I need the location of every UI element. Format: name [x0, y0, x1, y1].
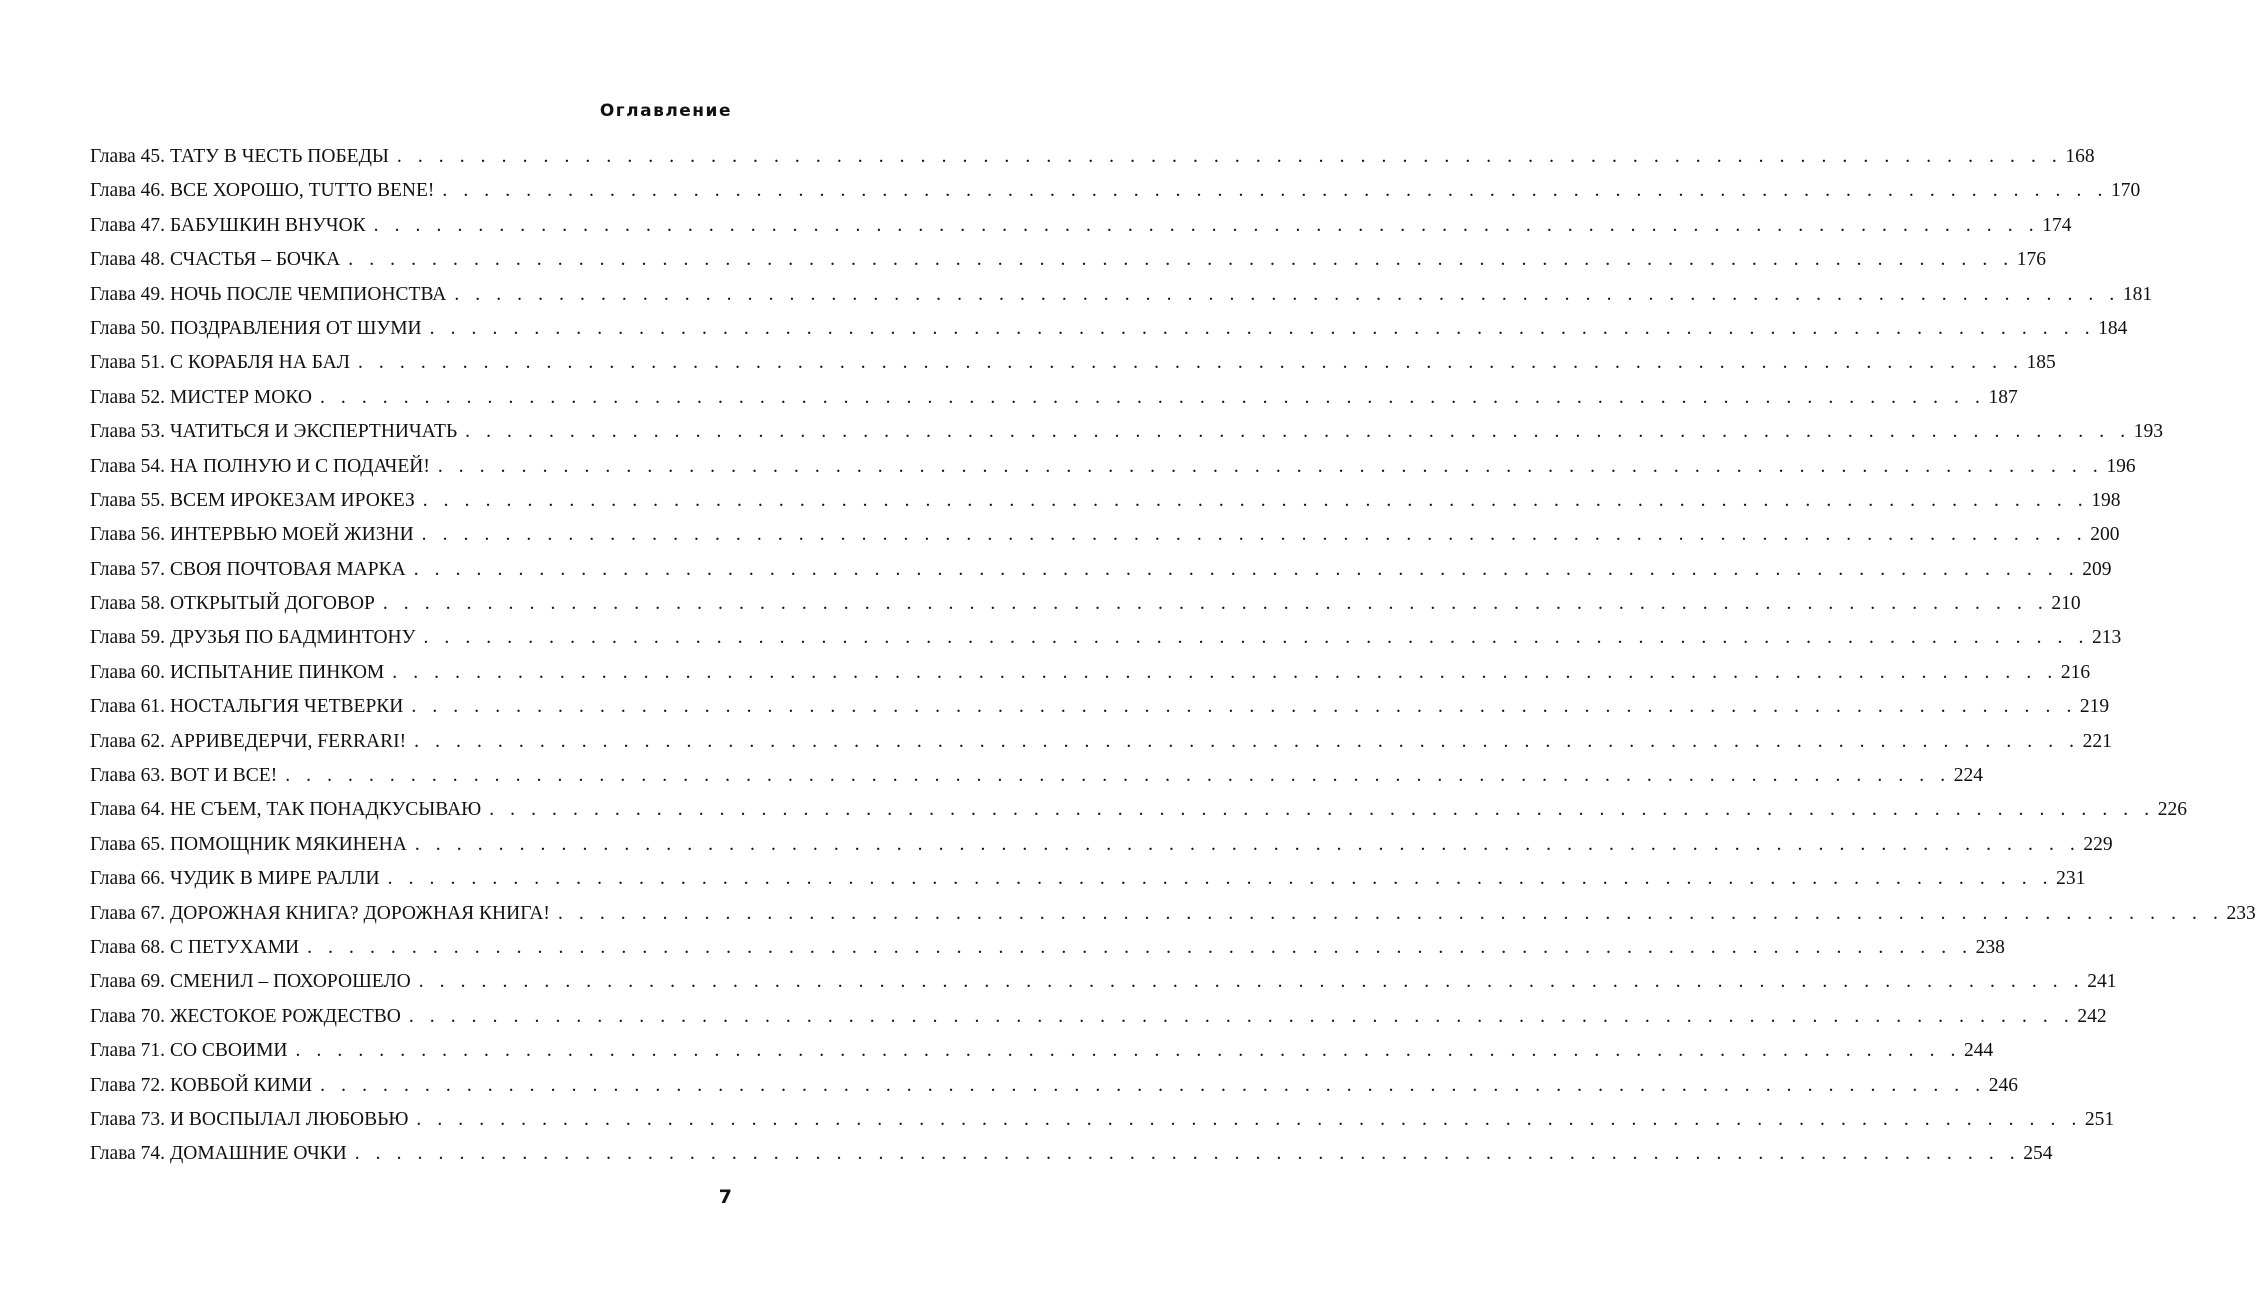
chapter-number: Глава 73. — [90, 1108, 166, 1130]
toc-entry — [90, 1137, 2053, 1171]
chapter-title: НЕ СЪЕМ, ТАК ПОНАДКУСЫВАЮ — [169, 799, 482, 821]
dot-leader: . . . . . . . . . . . . . . . . . . . . . . . . . . . . . . . . . . . . . . . . . . . . . . . . . . . . . . . . . . . . . . . . . . . . . . . . . . . . . . . . — [295, 1040, 1962, 1062]
chapter-page-number: 170 — [2110, 180, 2141, 202]
chapter-title: ИСПЫТАНИЕ ПИНКОМ — [169, 661, 385, 683]
chapter-title: С ПЕТУХАМИ — [169, 936, 300, 958]
toc-entry — [90, 656, 2091, 690]
chapter-number: Глава 53. — [90, 421, 166, 443]
chapter-title: ВСЕ ХОРОШО, TUTTO BENE! — [169, 180, 435, 202]
chapter-page-number: 251 — [2084, 1108, 2115, 1130]
table-of-contents — [90, 140, 2256, 1172]
chapter-number: Глава 70. — [90, 1005, 166, 1027]
chapter-page-number: 221 — [2082, 730, 2112, 752]
dot-leader: . . . . . . . . . . . . . . . . . . . . . . . . . . . . . . . . . . . . . . . . . . . . . . . . . . . . . . . . . . . . . . . . . . . . . . . . . . . . . . . . — [348, 249, 2014, 271]
chapter-number: Глава 52. — [90, 386, 166, 408]
chapter-number: Глава 55. — [90, 489, 166, 511]
dot-leader: . . . . . . . . . . . . . . . . . . . . . . . . . . . . . . . . . . . . . . . . . . . . . . . . . . . . . . . . . . . . . . . . . . . . . . . . . . . . . . . . — [357, 352, 2024, 374]
chapter-number: Глава 59. — [90, 627, 166, 649]
toc-entry — [90, 484, 2121, 518]
chapter-title: ИНТЕРВЬЮ МОЕЙ ЖИЗНИ — [169, 524, 414, 546]
dot-leader: . . . . . . . . . . . . . . . . . . . . . . . . . . . . . . . . . . . . . . . . . . . . . . . . . . . . . . . . . . . . . . . . . . . . . . . . . . . . . . . . — [392, 661, 2058, 683]
chapter-number: Глава 50. — [90, 317, 166, 339]
chapter-number: Глава 49. — [90, 283, 166, 305]
chapter-number: Глава 60. — [90, 661, 166, 683]
chapter-title: ПОЗДРАВЛЕНИЯ ОТ ШУМИ — [169, 317, 422, 339]
dot-leader: . . . . . . . . . . . . . . . . . . . . . . . . . . . . . . . . . . . . . . . . . . . . . . . . . . . . . . . . . . . . . . . . . . . . . . . . . . . . . . . . — [442, 180, 2108, 202]
chapter-page-number: 198 — [2091, 489, 2121, 511]
chapter-page-number: 210 — [2051, 593, 2081, 615]
chapter-page-number: 168 — [2065, 146, 2095, 167]
chapter-number: Глава 63. — [90, 765, 166, 787]
running-header: Оглавление — [599, 101, 732, 121]
chapter-number: Глава 54. — [90, 455, 166, 477]
toc-entry — [90, 931, 2005, 965]
chapter-title: ОТКРЫТЫЙ ДОГОВОР — [169, 593, 375, 615]
dot-leader: . . . . . . . . . . . . . . . . . . . . . . . . . . . . . . . . . . . . . . . . . . . . . . . . . . . . . . . . . . . . . . . . . . . . . . . . . . . . . . . . — [354, 1143, 2021, 1165]
toc-entry — [90, 278, 2153, 312]
page-number: 7 — [718, 1186, 732, 1208]
dot-leader: . . . . . . . . . . . . . . . . . . . . . . . . . . . . . . . . . . . . . . . . . . . . . . . . . . . . . . . . . . . . . . . . . . . . . . . . . . . . . . . . — [320, 1074, 1986, 1096]
dot-leader: . . . . . . . . . . . . . . . . . . . . . . . . . . . . . . . . . . . . . . . . . . . . . . . . . . . . . . . . . . . . . . . . . . . . . . . . . . . . . . . . — [382, 593, 2049, 615]
chapter-title: ЧАТИТЬСЯ И ЭКСПЕРТНИЧАТЬ — [169, 421, 458, 443]
chapter-page-number: 241 — [2087, 971, 2117, 993]
chapter-number: Глава 64. — [90, 799, 166, 821]
toc-entry — [90, 1034, 1994, 1068]
toc-entry — [90, 759, 1983, 793]
chapter-title: НА ПОЛНУЮ И С ПОДАЧЕЙ! — [169, 455, 430, 477]
chapter-page-number: 244 — [1964, 1040, 1994, 1062]
chapter-number: Глава 69. — [90, 971, 166, 993]
dot-leader: . . . . . . . . . . . . . . . . . . . . . . . . . . . . . . . . . . . . . . . . . . . . . . . . . . . . . . . . . . . . . . . . . . . . . . . . . . . . . . . . — [413, 558, 2080, 580]
chapter-page-number: 193 — [2133, 421, 2163, 443]
toc-entry — [90, 553, 2112, 587]
dot-leader: . . . . . . . . . . . . . . . . . . . . . . . . . . . . . . . . . . . . . . . . . . . . . . . . . . . . . . . . . . . . . . . . . . . . . . . . . . . . . . . . — [387, 868, 2054, 890]
toc-entry — [90, 621, 2122, 655]
chapter-page-number: 181 — [2122, 283, 2153, 305]
dot-leader: . . . . . . . . . . . . . . . . . . . . . . . . . . . . . . . . . . . . . . . . . . . . . . . . . . . . . . . . . . . . . . . . . . . . . . . . . . . . . . . . — [373, 214, 2040, 236]
dot-leader: . . . . . . . . . . . . . . . . . . . . . . . . . . . . . . . . . . . . . . . . . . . . . . . . . . . . . . . . . . . . . . . . . . . . . . . . . . . . . . . . — [421, 524, 2088, 546]
chapter-page-number: 233 — [2226, 902, 2256, 924]
dot-leader: . . . . . . . . . . . . . . . . . . . . . . . . . . . . . . . . . . . . . . . . . . . . . . . . . . . . . . . . . . . . . . . . . . . . . . . . . . . . . . . . — [489, 799, 2155, 821]
toc-entry — [90, 690, 2110, 724]
chapter-title: СВОЯ ПОЧТОВАЯ МАРКА — [169, 558, 406, 580]
dot-leader: . . . . . . . . . . . . . . . . . . . . . . . . . . . . . . . . . . . . . . . . . . . . . . . . . . . . . . . . . . . . . . . . . . . . . . . . . . . . . . . . — [414, 833, 2081, 855]
dot-leader: . . . . . . . . . . . . . . . . . . . . . . . . . . . . . . . . . . . . . . . . . . . . . . . . . . . . . . . . . . . . . . . . . . . . . . . . . . . . . . . . — [418, 971, 2085, 993]
chapter-title: ДОРОЖНАЯ КНИГА? ДОРОЖНАЯ КНИГА! — [169, 902, 550, 924]
chapter-number: Глава 46. — [90, 180, 166, 202]
chapter-page-number: 219 — [2079, 696, 2110, 718]
toc-entry — [90, 140, 2095, 174]
toc-entry — [90, 1103, 2115, 1137]
chapter-number: Глава 71. — [90, 1040, 166, 1062]
toc-entry — [90, 518, 2120, 552]
toc-entry — [90, 415, 2163, 449]
chapter-title: И ВОСПЫЛАЛ ЛЮБОВЬЮ — [169, 1108, 409, 1130]
chapter-title: СО СВОИМИ — [169, 1040, 288, 1062]
chapter-title: ДОМАШНИЕ ОЧКИ — [169, 1143, 347, 1165]
toc-entry — [90, 897, 2256, 931]
chapter-number: Глава 45. — [90, 146, 166, 167]
chapter-page-number: 196 — [2106, 455, 2136, 477]
chapter-number: Глава 57. — [90, 558, 166, 580]
chapter-title: С КОРАБЛЯ НА БАЛ — [169, 352, 350, 374]
chapter-number: Глава 51. — [90, 352, 166, 374]
chapter-page-number: 187 — [1988, 386, 2018, 408]
chapter-title: МИСТЕР МОКО — [169, 386, 312, 408]
chapter-number: Глава 68. — [90, 936, 166, 958]
chapter-page-number: 185 — [2026, 352, 2056, 374]
dot-leader: . . . . . . . . . . . . . . . . . . . . . . . . . . . . . . . . . . . . . . . . . . . . . . . . . . . . . . . . . . . . . . . . . . . . . . . . . . . . . . . . — [429, 317, 2096, 339]
chapter-title: КОВБОЙ КИМИ — [169, 1074, 313, 1096]
chapter-number: Глава 72. — [90, 1074, 166, 1096]
chapter-number: Глава 61. — [90, 696, 166, 718]
chapter-title: СМЕНИЛ – ПОХОРОШЕЛО — [169, 971, 411, 993]
chapter-page-number: 226 — [2157, 799, 2187, 821]
chapter-title: ТАТУ В ЧЕСТЬ ПОБЕДЫ — [169, 146, 389, 167]
dot-leader: . . . . . . . . . . . . . . . . . . . . . . . . . . . . . . . . . . . . . . . . . . . . . . . . . . . . . . . . . . . . . . . . . . . . . . . . . . . . . . . . — [557, 902, 2224, 924]
toc-entry — [90, 965, 2117, 999]
toc-entry — [90, 381, 2018, 415]
chapter-page-number: 242 — [2077, 1005, 2107, 1027]
chapter-page-number: 213 — [2091, 627, 2122, 649]
chapter-page-number: 176 — [2016, 249, 2047, 271]
dot-leader: . . . . . . . . . . . . . . . . . . . . . . . . . . . . . . . . . . . . . . . . . . . . . . . . . . . . . . . . . . . . . . . . . . . . . . . . . . . . . . . . — [422, 489, 2089, 511]
toc-entry — [90, 312, 2128, 346]
dot-leader: . . . . . . . . . . . . . . . . . . . . . . . . . . . . . . . . . . . . . . . . . . . . . . . . . . . . . . . . . . . . . . . . . . . . . . . . . . . . . . . . — [285, 765, 1951, 787]
chapter-page-number: 209 — [2082, 558, 2112, 580]
dot-leader: . . . . . . . . . . . . . . . . . . . . . . . . . . . . . . . . . . . . . . . . . . . . . . . . . . . . . . . . . . . . . . . . . . . . . . . . . . . . . . . . — [396, 146, 2063, 167]
toc-entry — [90, 587, 2081, 621]
toc-entry — [90, 725, 2112, 759]
chapter-title: АРРИВЕДЕРЧИ, FERRARI! — [169, 730, 407, 752]
chapter-page-number: 174 — [2042, 214, 2072, 236]
chapter-page-number: 238 — [1975, 936, 2005, 958]
toc-entry — [90, 174, 2141, 208]
toc-entry — [90, 862, 2086, 896]
toc-entry — [90, 450, 2136, 484]
chapter-title: ВСЕМ ИРОКЕЗАМ ИРОКЕЗ — [169, 489, 415, 511]
dot-leader: . . . . . . . . . . . . . . . . . . . . . . . . . . . . . . . . . . . . . . . . . . . . . . . . . . . . . . . . . . . . . . . . . . . . . . . . . . . . . . . . — [307, 936, 1973, 958]
dot-leader: . . . . . . . . . . . . . . . . . . . . . . . . . . . . . . . . . . . . . . . . . . . . . . . . . . . . . . . . . . . . . . . . . . . . . . . . . . . . . . . . — [411, 696, 2077, 718]
toc-entry — [90, 209, 2072, 243]
chapter-page-number: 231 — [2056, 868, 2086, 890]
chapter-number: Глава 58. — [90, 593, 166, 615]
chapter-page-number: 216 — [2060, 661, 2091, 683]
toc-entry — [90, 243, 2047, 277]
chapter-title: БАБУШКИН ВНУЧОК — [169, 214, 366, 236]
chapter-page-number: 184 — [2098, 317, 2128, 339]
toc-entry — [90, 346, 2056, 380]
dot-leader: . . . . . . . . . . . . . . . . . . . . . . . . . . . . . . . . . . . . . . . . . . . . . . . . . . . . . . . . . . . . . . . . . . . . . . . . . . . . . . . . — [408, 1005, 2075, 1027]
chapter-title: НОЧЬ ПОСЛЕ ЧЕМПИОНСТВА — [169, 283, 447, 305]
chapter-page-number: 200 — [2090, 524, 2120, 546]
toc-entry — [90, 793, 2187, 827]
toc-entry — [90, 1069, 2018, 1103]
chapter-number: Глава 62. — [90, 730, 166, 752]
dot-leader: . . . . . . . . . . . . . . . . . . . . . . . . . . . . . . . . . . . . . . . . . . . . . . . . . . . . . . . . . . . . . . . . . . . . . . . . . . . . . . . . — [465, 421, 2131, 443]
toc-entry — [90, 828, 2113, 862]
chapter-number: Глава 56. — [90, 524, 166, 546]
chapter-number: Глава 67. — [90, 902, 166, 924]
chapter-title: НОСТАЛЬГИЯ ЧЕТВЕРКИ — [169, 696, 404, 718]
chapter-page-number: 224 — [1953, 765, 1983, 787]
dot-leader: . . . . . . . . . . . . . . . . . . . . . . . . . . . . . . . . . . . . . . . . . . . . . . . . . . . . . . . . . . . . . . . . . . . . . . . . . . . . . . . . — [437, 455, 2104, 477]
chapter-page-number: 229 — [2083, 833, 2113, 855]
dot-leader: . . . . . . . . . . . . . . . . . . . . . . . . . . . . . . . . . . . . . . . . . . . . . . . . . . . . . . . . . . . . . . . . . . . . . . . . . . . . . . . . — [423, 627, 2089, 649]
chapter-number: Глава 48. — [90, 249, 166, 271]
toc-entry — [90, 1000, 2107, 1034]
chapter-number: Глава 74. — [90, 1143, 166, 1165]
chapter-number: Глава 65. — [90, 833, 166, 855]
dot-leader: . . . . . . . . . . . . . . . . . . . . . . . . . . . . . . . . . . . . . . . . . . . . . . . . . . . . . . . . . . . . . . . . . . . . . . . . . . . . . . . . — [454, 283, 2120, 305]
dot-leader: . . . . . . . . . . . . . . . . . . . . . . . . . . . . . . . . . . . . . . . . . . . . . . . . . . . . . . . . . . . . . . . . . . . . . . . . . . . . . . . . — [414, 730, 2080, 752]
chapter-title: ПОМОЩНИК МЯКИНЕНА — [169, 833, 407, 855]
chapter-number: Глава 47. — [90, 214, 166, 236]
dot-leader: . . . . . . . . . . . . . . . . . . . . . . . . . . . . . . . . . . . . . . . . . . . . . . . . . . . . . . . . . . . . . . . . . . . . . . . . . . . . . . . . — [319, 386, 1986, 408]
dot-leader: . . . . . . . . . . . . . . . . . . . . . . . . . . . . . . . . . . . . . . . . . . . . . . . . . . . . . . . . . . . . . . . . . . . . . . . . . . . . . . . . — [416, 1108, 2082, 1130]
chapter-page-number: 246 — [1988, 1074, 2018, 1096]
chapter-page-number: 254 — [2023, 1143, 2053, 1165]
chapter-title: ЖЕСТОКОЕ РОЖДЕСТВО — [169, 1005, 401, 1027]
chapter-title: ВОТ И ВСЕ! — [169, 765, 278, 787]
chapter-title: ЧУДИК В МИРЕ РАЛЛИ — [169, 868, 380, 890]
chapter-title: ДРУЗЬЯ ПО БАДМИНТОНУ — [169, 627, 416, 649]
chapter-number: Глава 66. — [90, 868, 166, 890]
chapter-title: СЧАСТЬЯ – БОЧКА — [169, 249, 341, 271]
